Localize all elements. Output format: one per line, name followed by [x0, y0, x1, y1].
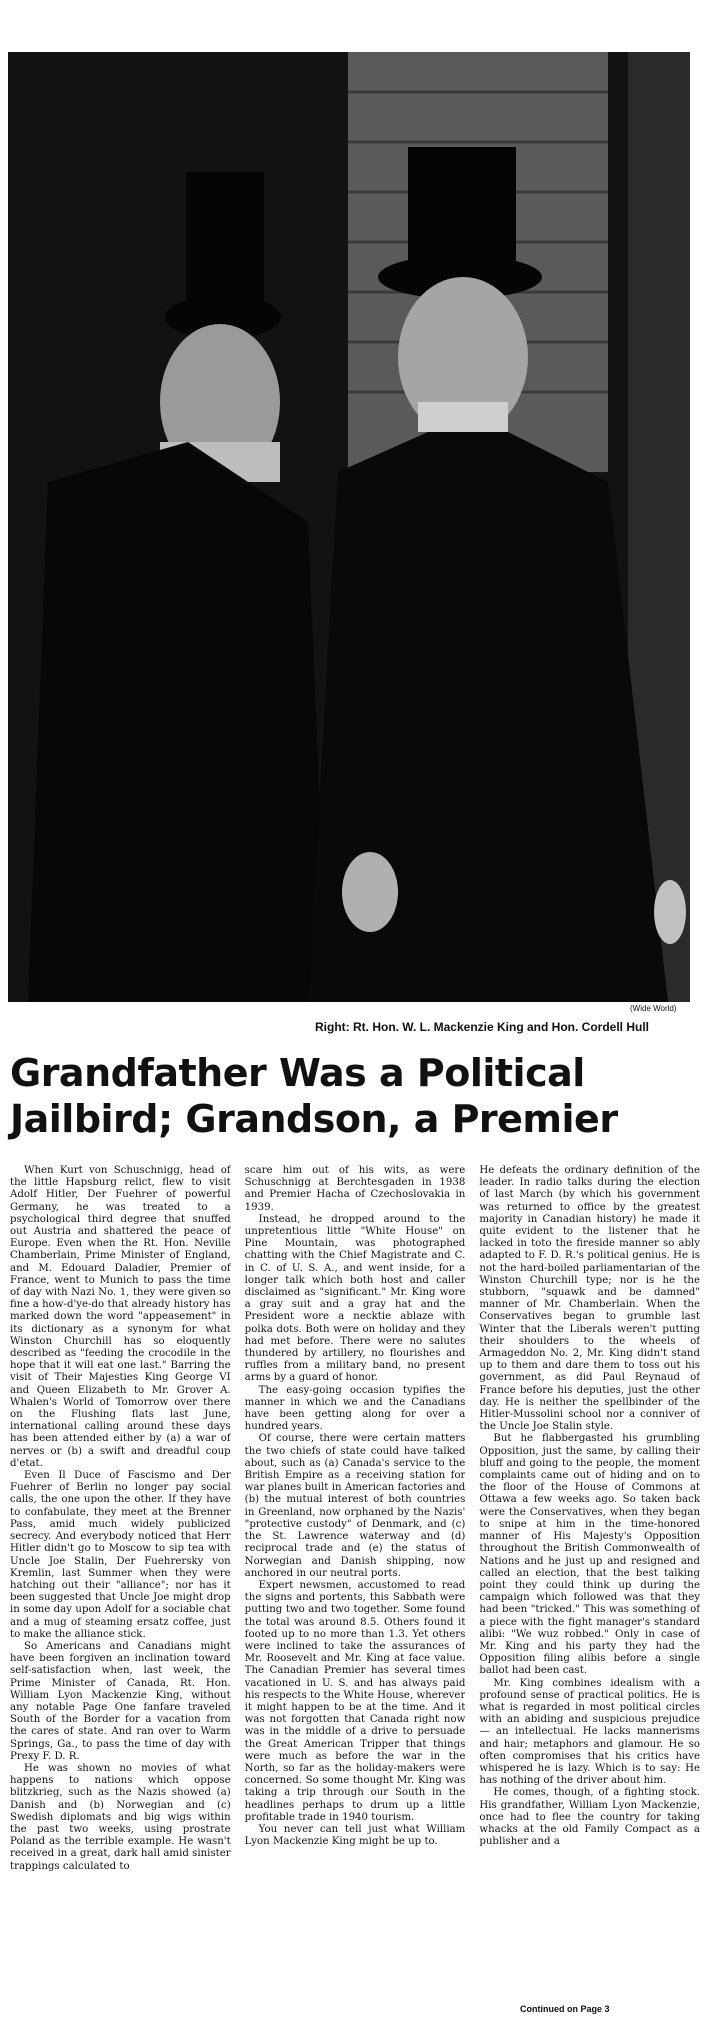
- photo-credit: (Wide World): [630, 1004, 677, 1013]
- paragraph: Instead, he dropped around to the unpretentious little "White House" on Pine Mountain, was photographed chatting with the Chief Magistrate and C. in C. of U. S. A., and went inside, for a longer talk which both host and caller disclaimed as "significant." Mr. King wore a gray suit and a gray hat and the President wore a necktie ablaze with polka dots. Both were on holiday and they had met before. There were no salutes thundered by artillery, no flourishes and ruffles from a military band, no present arms by a guard of honor.: [244, 1213, 466, 1384]
- photo-caption: Right: Rt. Hon. W. L. Mackenzie King and Hon. Cordell Hull: [315, 1020, 649, 1034]
- paragraph: When Kurt von Schuschnigg, head of the little Hapsburg relict, flew to visit Adolf Hitler, Der Fuehrer of powerful Germany, he was treated to a psychological third degree that snuffed out Austria and shattered the peace of Europe. Even when the Rt. Hon. Neville Chamberlain, Prime Minister of England, and M. Edouard Daladier, Premier of France, went to Munich to pass the time of day with Nazi No. 1, they were given so fine a how-d'ye-do that already history has marked down the word "appeasement" in its dictionary as a synonym for what Winston Churchill has so eloquently described as "feeding the crocodile in the hope that it will eat one last." Barring the visit of Their Majesties King George VI and Queen Elizabeth to Mr. Grover A. Whalen's World of Tomorrow over there on the Flushing flats last June, international calling around these days has been attended either by (a) a war of nerves or (b) a swift and dreadful coup d'etat.: [10, 1165, 231, 1469]
- paragraph: You never can tell just what William Lyon Mackenzie King might be up to.: [244, 1823, 466, 1848]
- continued-notice: Continued on Page 3: [520, 2004, 610, 2014]
- paragraph: Expert newsmen, accustomed to read the signs and portents, this Sabbath were putting two and two together. Some found the total was around 8.5. Others found it footed up to no more than 1.3. Yet others were inclined to take the assurances of Mr. Roosevelt and Mr. King at face value. The Canadian Premier has several times vacationed in U. S. and has always paid his respects to the White House, wherever it might happen to be at the time. And it was not forgotten that Canada right now was in the middle of a drive to persuade the Great American Tripper that things were much as before the war in the North, so far as the holiday-makers were concerned. So some thought Mr. King was taking a trip through our South in the headlines perhaps to drum up a little profitable trade in 1940 tourism.: [244, 1579, 466, 1823]
- article-column-3: [479, 1165, 700, 2010]
- headline-line-2: Jailbird; Grandson, a Premier: [10, 1097, 618, 1141]
- paragraph: He was shown no movies of what happens to nations which oppose blitzkrieg, such as the Nazis showed (a) Danish and (b) Norwegian and (c) Swedish diplomats and big wigs within the past two weeks, using prostrate Poland as the terrible example. He wasn't received in a great, dark hall amid sinister trappings calculated to: [10, 1762, 231, 1872]
- paragraph: Even Il Duce of Fascismo and Der Fuehrer of Berlin no longer pay social calls, the one upon the other. If they have to confabulate, they meet at the Brenner Pass, amid much widely publicized secrecy. And everybody noticed that Herr Hitler didn't go to Moscow to sip tea with Uncle Joe Stalin, Der Fuehrersky von Kremlin, last Summer when they were hatching out their "alliance"; nor has it been suggested that Uncle Joe might drop in some day upon Adolf for a sociable chat and a mug of steaming ersatz coffee, just to make the alliance stick.: [10, 1470, 231, 1640]
- headline-line-1: Grandfather Was a Political: [10, 1051, 585, 1095]
- paragraph: Mr. King combines idealism with a profound sense of practical politics. He is what is regarded in most political circles with an abiding and suspicious prejudice — an intellectual. He lacks mannerisms and hair; metaphors and glamour. He so often compromises that his critics have whispered he is lazy. Which is to say: He has nothing of the driver about him.: [479, 1677, 701, 1787]
- paragraph: But he flabbergasted his grumbling Opposition, just the same, by calling their bluff and going to the people, the moment complaints came out of hiding and on to the floor of the House of Commons at Ottawa a few weeks ago. So taken back were the Conservatives, when they began to snipe at him in the time-honored manner of His Majesty's Opposition throughout the British Commonwealth of Nations and he just up and resigned and called an election, that the best talking point they could think up during the campaign which followed was that they had been "tricked." This was something of a piece with the fight manager's standard alibi: "We wuz robbed." Only in case of Mr. King and his party they had the Opposition filing alibis before a single ballot had been cast.: [479, 1433, 701, 1677]
- paragraph: He defeats the ordinary definition of the leader. In radio talks during the election of last March (by which his government was returned to office by the greatest majority in Canadian history) he made it quite evident to the listener that he lacked in toto the fireside manner so ably adapted to F. D. R.'s political genius. He is not the hard-boiled parliamentarian of the Winston Churchill type; nor is he the stubborn, "squawk and be damned" manner of Mr. Chamberlain. When the Conservatives began to grumble last Winter that the Liberals weren't putting their shoulders to the wheels of Armageddon No. 2, Mr. King didn't stand up to them and dare them to toss out his government, as did Paul Reynaud of France before his deputies, just the other day. He is neither the spellbinder of the Hitler-Mussolini school nor a conniver of the Uncle Joe Stalin style.: [479, 1165, 701, 1433]
- photograph: [8, 52, 690, 1002]
- paragraph: So Americans and Canadians might have been forgiven an inclination toward self-satisfaction when, last week, the Prime Minister of Canada, Rt. Hon. William Lyon Mackenzie King, without any notable Page One fanfare traveled South of the Border for a vacation from the cares of state. And ran over to Warm Springs, Ga., to pass the time of day with Prexy F. D. R.: [10, 1640, 231, 1762]
- article-column-1: [10, 1165, 231, 2010]
- article-columns: [10, 1165, 700, 2010]
- headline: [10, 1050, 700, 1142]
- article-column-2: [245, 1165, 466, 2010]
- paragraph: Of course, there were certain matters the two chiefs of state could have talked about, such as (a) Canada's service to the British Empire as a receiving station for war planes built in American factories and (b) the mutual interest of both countries in Greenland, now orphaned by the Nazis' "protective custody" of Denmark, and (c) the St. Lawrence waterway and (d) reciprocal trade and (e) the status of Norwegian and Danish shipping, now anchored in our neutral ports.: [244, 1433, 466, 1579]
- paragraph: The easy-going occasion typifies the manner in which we and the Canadians have been getting along for over a hundred years.: [244, 1384, 466, 1433]
- paragraph: scare him out of his wits, as were Schuschnigg at Berchtesgaden in 1938 and Premier Hacha of Czechoslovakia in 1939.: [244, 1165, 466, 1213]
- paragraph: He comes, though, of a fighting stock. His grandfather, William Lyon Mackenzie, once had to flee the country for taking whacks at the old Family Compact as a publisher and a: [479, 1787, 701, 1848]
